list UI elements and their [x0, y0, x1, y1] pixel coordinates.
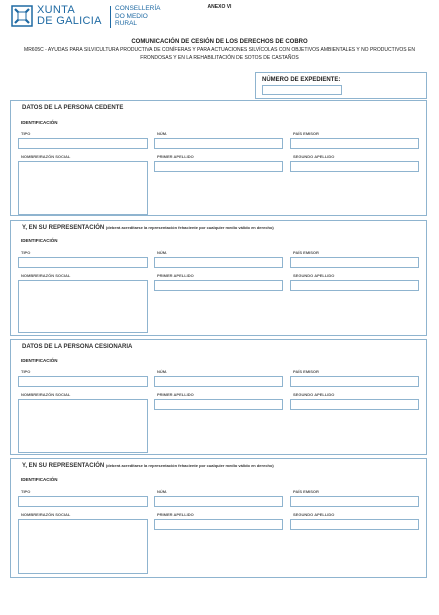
tipo-label: TIPO: [21, 369, 31, 374]
num-label: NÚM.: [157, 369, 168, 374]
section-note: (deberá acreditarse la representación fehaciente por cualquier medio válido en derecho): [105, 463, 274, 468]
logo-dept-line1: CONSELLERÍA: [115, 5, 161, 12]
ape1-label: PRIMER APELLIDO: [157, 392, 194, 397]
tipo-label: TIPO: [21, 131, 31, 136]
nombre-label: NOMBRE/RAZÓN SOCIAL: [21, 154, 71, 159]
tipo-field[interactable]: [18, 257, 148, 268]
nombre-label: NOMBRE/RAZÓN SOCIAL: [21, 392, 71, 397]
ape2-label: SEGUNDO APELLIDO: [293, 392, 335, 397]
section-title: Y, EN SU REPRESENTACIÓN (deberá acreditarse la representación fehaciente por cualquier medio válido en derecho): [22, 463, 274, 469]
section-note: (deberá acreditarse la representación fehaciente por cualquier medio válido en derecho): [105, 225, 274, 230]
expediente-box: [255, 72, 427, 99]
num-field[interactable]: [154, 257, 283, 268]
section-title: DATOS DE LA PERSONA CESIONARIA: [22, 344, 133, 350]
subtitle-line1: MR605C - AYUDAS PARA SILVICULTURA PRODUCTIVA DE CONÍFERAS Y PARA ACTUACIONES SILVÍCOLAS CON OBJETIVOS AMBIENTALES Y NO PRODUCTIVOS EN: [24, 47, 415, 53]
nombre-field[interactable]: [18, 280, 148, 333]
num-label: NÚM.: [157, 489, 168, 494]
num-field[interactable]: [154, 138, 283, 149]
identification-label: IDENTIFICACIÓN: [21, 358, 58, 363]
ape2-field[interactable]: [290, 161, 419, 172]
nombre-field[interactable]: [18, 519, 148, 574]
logo-dept-line3: RURAL: [115, 20, 138, 27]
logo-name-line2: DE GALICIA: [37, 15, 102, 27]
ape1-field[interactable]: [154, 280, 283, 291]
pais-field[interactable]: [290, 496, 419, 507]
ape1-label: PRIMER APELLIDO: [157, 154, 194, 159]
section-representante-cesionaria: [10, 458, 427, 578]
logo-name-line1: XUNTA: [37, 4, 75, 16]
tipo-field[interactable]: [18, 376, 148, 387]
ape2-field[interactable]: [290, 519, 419, 530]
tipo-field[interactable]: [18, 138, 148, 149]
ape1-field[interactable]: [154, 399, 283, 410]
pais-field[interactable]: [290, 138, 419, 149]
expediente-field[interactable]: [262, 85, 342, 95]
logo-dept-line2: DO MEDIO: [115, 12, 148, 20]
document-title: COMUNICACIÓN DE CESIÓN DE LOS DERECHOS DE COBRO: [131, 39, 308, 45]
ape2-field[interactable]: [290, 399, 419, 410]
document-subtitle: [8, 46, 431, 62]
identification-label: IDENTIFICACIÓN: [21, 238, 58, 243]
num-field[interactable]: [154, 376, 283, 387]
section-title: DATOS DE LA PERSONA CEDENTE: [22, 105, 124, 111]
expediente-label: NÚMERO DE EXPEDIENTE:: [262, 77, 341, 83]
ape1-field[interactable]: [154, 519, 283, 530]
section-representante-cedente: [10, 220, 427, 336]
ape2-field[interactable]: [290, 280, 419, 291]
ape2-label: SEGUNDO APELLIDO: [293, 154, 335, 159]
pais-label: PAÍS EMISOR: [293, 131, 319, 136]
nombre-field[interactable]: [18, 399, 148, 453]
nombre-field[interactable]: [18, 161, 148, 215]
ape1-label: PRIMER APELLIDO: [157, 273, 194, 278]
pais-label: PAÍS EMISOR: [293, 489, 319, 494]
section-title: Y, EN SU REPRESENTACIÓN (deberá acreditarse la representación fehaciente por cualquier medio válido en derecho): [22, 225, 274, 231]
subtitle-line2: FRONDOSAS Y EN LA REHABILITACIÓN DE SOTOS DE CASTAÑOS: [140, 55, 299, 61]
num-field[interactable]: [154, 496, 283, 507]
tipo-label: TIPO: [21, 250, 31, 255]
ape2-label: SEGUNDO APELLIDO: [293, 512, 335, 517]
section-cedente: [10, 100, 427, 216]
identification-label: IDENTIFICACIÓN: [21, 477, 58, 482]
tipo-label: TIPO: [21, 489, 31, 494]
pais-label: PAÍS EMISOR: [293, 250, 319, 255]
tipo-field[interactable]: [18, 496, 148, 507]
nombre-label: NOMBRE/RAZÓN SOCIAL: [21, 273, 71, 278]
identification-label: IDENTIFICACIÓN: [21, 120, 58, 125]
section-cesionaria: [10, 339, 427, 455]
ape2-label: SEGUNDO APELLIDO: [293, 273, 335, 278]
pais-field[interactable]: [290, 376, 419, 387]
pais-label: PAÍS EMISOR: [293, 369, 319, 374]
ape1-field[interactable]: [154, 161, 283, 172]
ape1-label: PRIMER APELLIDO: [157, 512, 194, 517]
num-label: NÚM.: [157, 131, 168, 136]
annex-label: ANEXO VI: [207, 4, 232, 10]
num-label: NÚM.: [157, 250, 168, 255]
pais-field[interactable]: [290, 257, 419, 268]
nombre-label: NOMBRE/RAZÓN SOCIAL: [21, 512, 71, 517]
